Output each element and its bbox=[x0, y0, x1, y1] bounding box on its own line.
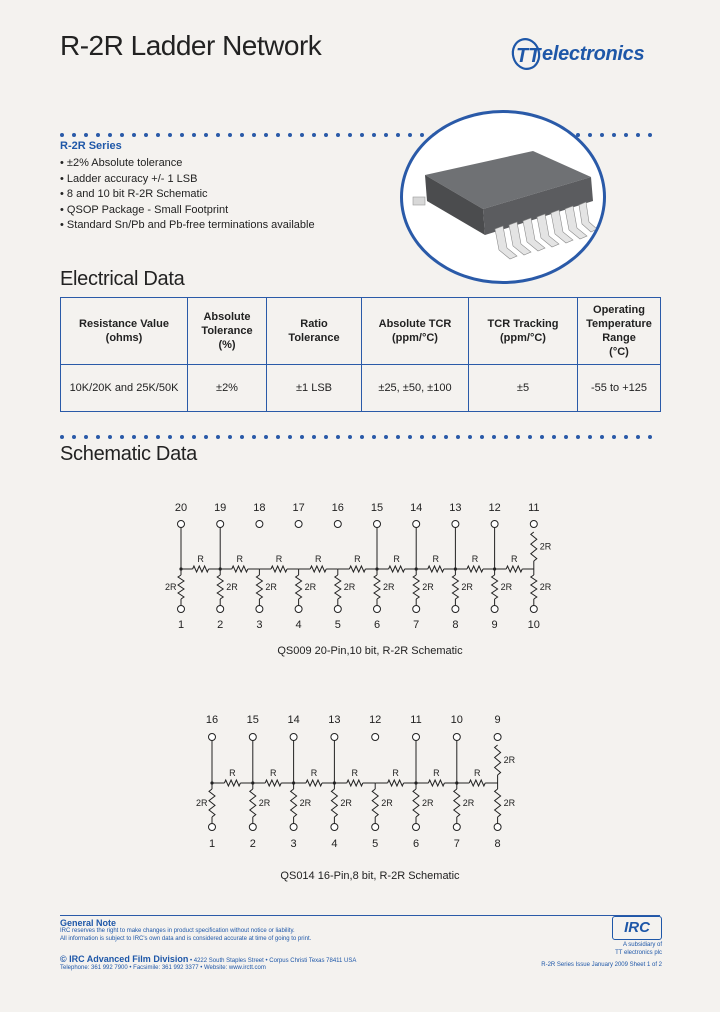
resistor-label: 2R bbox=[422, 798, 434, 808]
pin-number: 15 bbox=[370, 502, 384, 514]
pin-pad bbox=[372, 734, 379, 741]
pin-pad bbox=[256, 606, 263, 613]
resistor-label: R bbox=[433, 768, 440, 778]
pin-pad bbox=[413, 521, 420, 528]
pin-pad bbox=[334, 521, 341, 528]
electrical-data-title: Electrical Data bbox=[60, 268, 185, 290]
qsop-chip-image bbox=[400, 110, 606, 284]
resistor-2r bbox=[256, 575, 262, 599]
feature-item: • 8 and 10 bit R-2R Schematic bbox=[60, 187, 315, 203]
pin-pad bbox=[452, 521, 459, 528]
table-header-row bbox=[61, 298, 661, 365]
pin-pad bbox=[530, 606, 537, 613]
resistor-label: R bbox=[471, 554, 479, 564]
pin-pad bbox=[334, 606, 341, 613]
pin-number: 20 bbox=[174, 502, 188, 514]
dotted-divider bbox=[60, 124, 660, 130]
resistor-label: R bbox=[510, 554, 518, 564]
pin-number: 10 bbox=[450, 714, 463, 726]
pin-pad bbox=[256, 521, 263, 528]
pin-number: 16 bbox=[205, 714, 219, 726]
tt-logo-icon bbox=[510, 36, 546, 72]
resistor-label: 2R bbox=[500, 582, 513, 592]
pin-pad bbox=[491, 521, 498, 528]
pin-pad bbox=[413, 606, 420, 613]
resistor-2r bbox=[413, 575, 419, 599]
pin-number: 11 bbox=[410, 714, 422, 726]
footer-divider bbox=[60, 915, 660, 916]
resistor-r bbox=[469, 780, 485, 786]
series-title: R-2R Series bbox=[60, 140, 122, 152]
pin-number: 12 bbox=[369, 714, 382, 726]
pin-number: 16 bbox=[331, 502, 344, 514]
resistor-label: 2R bbox=[304, 582, 317, 592]
resistor-r bbox=[224, 780, 240, 786]
pin-number: 1 bbox=[208, 838, 216, 850]
brand-text: electronics bbox=[542, 43, 645, 65]
pin-number: 18 bbox=[253, 502, 266, 514]
resistor-r bbox=[232, 566, 248, 572]
pin-pad bbox=[249, 734, 256, 741]
pin-pad bbox=[452, 606, 459, 613]
resistor-label: 2R bbox=[539, 541, 552, 552]
resistor-2r bbox=[492, 575, 498, 599]
resistor-label: 2R bbox=[340, 798, 352, 808]
table-cell: 10K/20K and 25K/50K bbox=[61, 365, 188, 412]
resistor-label: 2R bbox=[258, 798, 271, 808]
resistor-label: 2R bbox=[165, 582, 177, 592]
resistor-label: R bbox=[314, 554, 322, 564]
pin-pad bbox=[209, 734, 216, 741]
dotted-divider bbox=[60, 426, 660, 432]
table-row bbox=[61, 365, 661, 412]
resistor-label: 2R bbox=[196, 798, 208, 808]
pin-number: 1 bbox=[177, 619, 185, 631]
pin-number: 4 bbox=[295, 619, 302, 631]
resistor-r bbox=[428, 780, 444, 786]
pin-pad bbox=[374, 521, 381, 528]
pin-pad bbox=[374, 606, 381, 613]
header-operating-temperature: Operating Temperature Range (°C) bbox=[578, 298, 661, 365]
general-note-text: All information is subject to IRC's own data and is considered accurate at time of going to print. bbox=[60, 936, 312, 942]
feature-list bbox=[60, 156, 315, 234]
schematic-data-title: Schematic Data bbox=[60, 443, 197, 465]
pin-number: 4 bbox=[331, 838, 338, 850]
header-absolute-tcr: Absolute TCR (ppm/°C) bbox=[362, 298, 469, 365]
resistor-label: 2R bbox=[461, 582, 473, 592]
pin-pad bbox=[217, 521, 224, 528]
pin-number: 17 bbox=[292, 502, 305, 514]
resistor-2r bbox=[454, 789, 460, 817]
resistor-2r bbox=[531, 532, 537, 561]
resistor-r bbox=[265, 780, 281, 786]
resistor-r bbox=[349, 566, 365, 572]
contact-line: Telephone: 361 992 7900 • Facsimile: 361 992 3377 • Website: www.irctt.com bbox=[60, 965, 266, 971]
pin-number: 13 bbox=[328, 714, 341, 726]
resistor-label: 2R bbox=[299, 798, 312, 808]
resistor-label: 2R bbox=[503, 755, 516, 765]
pin-pad bbox=[453, 824, 460, 831]
table-cell: ±5 bbox=[469, 365, 578, 412]
feature-item: • ±2% Absolute tolerance bbox=[60, 156, 315, 172]
pin-pad bbox=[530, 521, 537, 528]
subsidiary-text: A subsidiary of bbox=[622, 942, 662, 948]
header-ratio-tolerance: Ratio Tolerance bbox=[267, 298, 362, 365]
feature-item: • Standard Sn/Pb and Pb-free terminations available bbox=[60, 218, 315, 234]
pin-number: 3 bbox=[256, 619, 263, 631]
pin-pad bbox=[178, 521, 185, 528]
resistor-label: R bbox=[229, 768, 236, 778]
table-cell: ±25, ±50, ±100 bbox=[362, 365, 469, 412]
header-resistance-value: Resistance Value (ohms) bbox=[61, 298, 188, 365]
resistor-label: R bbox=[393, 554, 400, 564]
general-note-text: IRC reserves the right to make changes in product specification without notice or liability. bbox=[60, 928, 295, 934]
general-note-title: General Note bbox=[60, 918, 117, 928]
electrical-data-table bbox=[60, 297, 661, 412]
resistor-r bbox=[428, 566, 444, 572]
resistor-r bbox=[347, 780, 363, 786]
table-cell: -55 to +125 bbox=[578, 365, 661, 412]
header-absolute-tolerance: Absolute Tolerance (%) bbox=[188, 298, 267, 365]
pin-pad bbox=[290, 824, 297, 831]
resistor-label: R bbox=[354, 554, 361, 564]
resistor-2r bbox=[335, 575, 341, 599]
pin-pad bbox=[372, 824, 379, 831]
resistor-2r bbox=[291, 789, 297, 817]
resistor-2r bbox=[531, 575, 537, 599]
tt-electronics-logo bbox=[510, 36, 670, 76]
pin-number: 14 bbox=[410, 502, 423, 514]
qs009-caption: QS009 20-Pin,10 bit, R-2R Schematic bbox=[277, 645, 463, 657]
resistor-2r bbox=[331, 789, 337, 817]
header-tcr-tracking: TCR Tracking (ppm/°C) bbox=[469, 298, 578, 365]
resistor-r bbox=[388, 780, 404, 786]
pin-number: 8 bbox=[494, 838, 501, 850]
qs009-schematic bbox=[150, 495, 570, 640]
pin-pad bbox=[295, 606, 302, 613]
resistor-r bbox=[506, 566, 522, 572]
pin-number: 9 bbox=[491, 619, 498, 631]
pin-pad bbox=[295, 521, 302, 528]
resistor-label: 2R bbox=[539, 582, 552, 592]
pin-number: 7 bbox=[413, 619, 420, 631]
pin-pad bbox=[494, 824, 501, 831]
resistor-label: R bbox=[275, 554, 283, 564]
subsidiary-text: TT electronics plc bbox=[615, 950, 662, 956]
resistor-2r bbox=[495, 789, 501, 817]
pin-number: 2 bbox=[217, 619, 224, 631]
resistor-r bbox=[467, 566, 483, 572]
pin-number: 6 bbox=[412, 838, 420, 850]
pin-number: 5 bbox=[334, 619, 341, 631]
pin-pad bbox=[453, 734, 460, 741]
resistor-label: 2R bbox=[381, 798, 393, 808]
pin-number: 9 bbox=[494, 714, 501, 726]
resistor-2r bbox=[495, 745, 501, 775]
resistor-2r bbox=[374, 575, 380, 599]
pin-number: 10 bbox=[527, 619, 540, 631]
resistor-2r bbox=[178, 575, 184, 599]
table-cell: ±2% bbox=[188, 365, 267, 412]
pin-pad bbox=[178, 606, 185, 613]
pin-pad bbox=[413, 824, 420, 831]
resistor-r bbox=[271, 566, 287, 572]
resistor-label: R bbox=[392, 768, 399, 778]
resistor-label: 2R bbox=[226, 582, 238, 592]
pin-number: 5 bbox=[372, 838, 379, 850]
table-cell: ±1 LSB bbox=[267, 365, 362, 412]
resistor-label: 2R bbox=[422, 582, 434, 592]
pin-pad bbox=[217, 606, 224, 613]
resistor-r bbox=[193, 566, 209, 572]
pin-number: 13 bbox=[449, 502, 462, 514]
qs014-schematic bbox=[180, 707, 530, 865]
pin-pad bbox=[331, 734, 338, 741]
resistor-label: R bbox=[310, 768, 318, 778]
resistor-2r bbox=[250, 789, 256, 817]
resistor-2r bbox=[413, 789, 419, 817]
resistor-label: 2R bbox=[265, 582, 277, 592]
qs014-caption: QS014 16-Pin,8 bit, R-2R Schematic bbox=[280, 870, 460, 882]
feature-item: • QSOP Package - Small Footprint bbox=[60, 203, 315, 219]
pin-pad bbox=[491, 606, 498, 613]
resistor-r bbox=[310, 566, 326, 572]
pin-pad bbox=[413, 734, 420, 741]
issue-line: R-2R Series Issue January 2009 Sheet 1 of 2 bbox=[541, 962, 662, 968]
resistor-label: 2R bbox=[343, 582, 356, 592]
resistor-label: R bbox=[351, 768, 359, 778]
pin-number: 6 bbox=[373, 619, 381, 631]
pin-number: 15 bbox=[246, 714, 259, 726]
pin-number: 8 bbox=[452, 619, 459, 631]
pin-number: 11 bbox=[528, 502, 540, 514]
pin-pad bbox=[494, 734, 501, 741]
resistor-r bbox=[306, 780, 322, 786]
pin-pad bbox=[249, 824, 256, 831]
resistor-label: 2R bbox=[503, 798, 516, 808]
pin-number: 12 bbox=[488, 502, 501, 514]
resistor-2r bbox=[452, 575, 458, 599]
pin-number: 7 bbox=[453, 838, 460, 850]
irc-logo: IRC bbox=[612, 916, 662, 940]
pin-pad bbox=[209, 824, 216, 831]
division-address: © IRC Advanced Film Division • 4222 South Staples Street • Corpus Christi Texas 78411 USA bbox=[60, 954, 357, 964]
pin-number: 3 bbox=[290, 838, 297, 850]
resistor-label: R bbox=[473, 768, 481, 778]
resistor-label: R bbox=[197, 554, 204, 564]
svg-text:TT: TT bbox=[516, 45, 541, 67]
resistor-2r bbox=[217, 575, 223, 599]
resistor-label: 2R bbox=[383, 582, 395, 592]
pin-pad bbox=[331, 824, 338, 831]
pin-pad bbox=[290, 734, 297, 741]
resistor-2r bbox=[209, 789, 215, 817]
resistor-label: R bbox=[269, 768, 277, 778]
pin-number: 2 bbox=[249, 838, 256, 850]
resistor-label: 2R bbox=[462, 798, 475, 808]
resistor-label: R bbox=[432, 554, 440, 564]
feature-item: • Ladder accuracy +/- 1 LSB bbox=[60, 172, 315, 188]
resistor-r bbox=[389, 566, 405, 572]
pin-number: 14 bbox=[287, 714, 300, 726]
resistor-label: R bbox=[236, 554, 244, 564]
page-title: R-2R Ladder Network bbox=[60, 30, 322, 61]
resistor-2r bbox=[372, 789, 378, 817]
resistor-2r bbox=[296, 575, 302, 599]
pin-number: 19 bbox=[214, 502, 227, 514]
